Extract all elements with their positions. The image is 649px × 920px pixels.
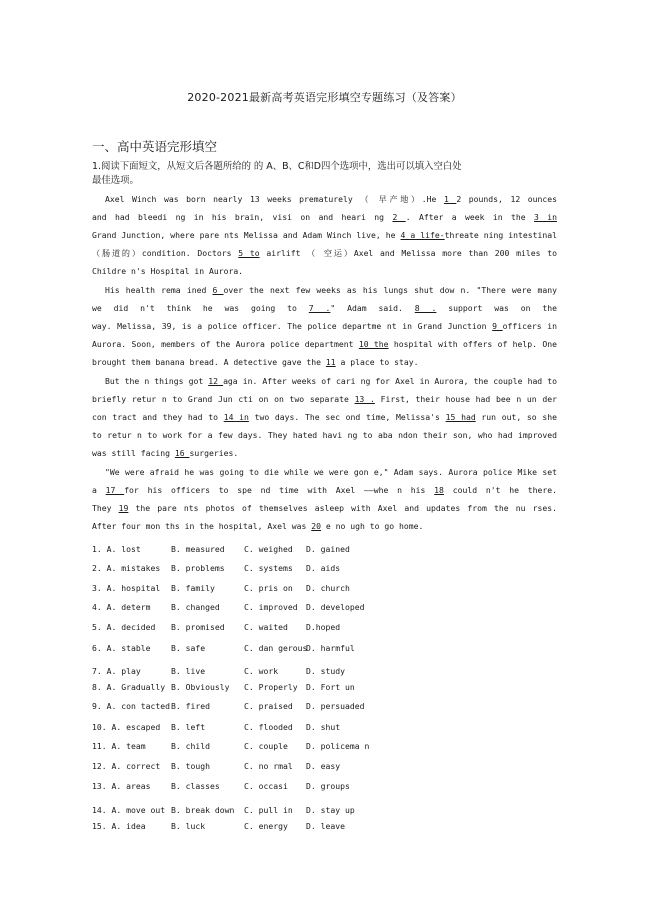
option-choice: 10. A. escaped — [92, 722, 161, 732]
passage-text: Axel Winch was born nearly 13 weeks prematurely （ 早产地）.He — [105, 194, 444, 204]
passage-text: way. Melissa, 39, is a police officer. The police departme nt in Grand Junction — [92, 321, 493, 331]
passage-line — [92, 321, 557, 332]
blank-marker: 19 — [118, 503, 129, 513]
option-choice: C. no rmal — [244, 761, 293, 771]
blank-marker: 9 — [492, 321, 503, 331]
passage-text: con tract and they had to — [92, 412, 224, 422]
option-choice: B. measured — [171, 544, 225, 554]
passage-text: for his officers to spe nd time with Axel ——whe n his — [124, 485, 435, 495]
passage-text: （肠道的）condition. Doctors — [92, 248, 239, 258]
passage-text: But the n things got — [105, 376, 209, 386]
option-choice: C. improved — [244, 602, 298, 612]
instruction-line-2: 最佳选项。 — [92, 175, 139, 186]
passage-line — [92, 230, 557, 241]
option-choice: 8. A. Gradually — [92, 682, 166, 692]
passage-text: surgeries. — [189, 448, 239, 458]
passage-line — [92, 448, 557, 459]
option-choice: D. gained — [306, 544, 350, 554]
option-choice: D. policema n — [306, 741, 370, 751]
option-choice: 2. A. mistakes — [92, 563, 161, 573]
passage-text: They — [92, 503, 119, 513]
passage-line — [92, 303, 557, 314]
option-choice: 4. A. determ — [92, 602, 151, 612]
passage-text: 2 pounds, 12 ounces — [456, 194, 557, 204]
passage-text: was still facing — [92, 448, 175, 458]
passage-line — [92, 212, 557, 223]
passage-text: Aurora. Soon, members of the Aurora police department — [92, 339, 359, 349]
passage-text: threate ning intestinal — [444, 230, 557, 240]
option-choice: B. break down — [171, 805, 235, 815]
blank-marker: 16 — [174, 448, 190, 458]
option-choice: B. family — [171, 583, 215, 593]
option-choice: D. harmful — [306, 643, 355, 653]
passage-line — [92, 485, 557, 496]
passage-line — [92, 430, 557, 441]
option-choice: 12. A. correct — [92, 761, 161, 771]
passage-line — [105, 194, 557, 205]
option-choice: 11. A. team — [92, 741, 146, 751]
passage-text: a — [92, 485, 106, 495]
passage-text: the pare nts photos of themselves asleep with Axel and updates from the nu rses. — [128, 503, 557, 513]
option-choice: B. child — [171, 741, 210, 751]
passage-line — [92, 357, 557, 368]
passage-text: support was on the — [436, 303, 557, 313]
passage-text: over the next few weeks as his lungs shut dow n. "There were many — [223, 285, 557, 295]
passage-text: officers in — [502, 321, 557, 331]
passage-text: Grand Junction, where pare nts Melissa and Adam Winch live, he — [92, 230, 401, 240]
option-choice: B. promised — [171, 622, 225, 632]
option-choice: 9. A. con tacted — [92, 701, 170, 711]
option-choice: C. praised — [244, 701, 293, 711]
blank-marker: 12 — [208, 376, 224, 386]
passage-text: brought them banana bread. A detective gave the — [92, 357, 326, 367]
option-choice: B. fired — [171, 701, 210, 711]
option-choice: D. groups — [306, 781, 350, 791]
blank-marker: 4 a life- — [400, 230, 445, 240]
passage-text: airlift （ 空运）Axel and Melissa more than 200 miles to — [259, 248, 557, 258]
option-choice: C. waited — [244, 622, 288, 632]
option-choice: C. Properly — [244, 682, 298, 692]
option-choice: B. tough — [171, 761, 210, 771]
option-choice: B. changed — [171, 602, 220, 612]
passage-text: First, their house had bee n un der — [374, 394, 557, 404]
option-choice: C. occasi — [244, 781, 288, 791]
option-choice: 6. A. stable — [92, 643, 151, 653]
blank-marker: 1 — [443, 194, 457, 204]
passage-text: Childre n's Hospital in Aurora. — [92, 266, 244, 276]
passage-text: two days. The sec ond time, Melissa's — [248, 412, 446, 422]
passage-text: e no ugh to go home. — [321, 521, 424, 531]
option-choice: 1. A. lost — [92, 544, 141, 554]
blank-marker: 15 had — [445, 412, 476, 422]
option-choice: D. persuaded — [306, 701, 365, 711]
passage-line — [92, 248, 557, 259]
option-choice: D. study — [306, 666, 345, 676]
option-choice: 7. A. play — [92, 666, 141, 676]
blank-marker: 17 — [105, 485, 125, 495]
page-title: 2020-2021最新高考英语完形填空专题练习（及答案） — [187, 91, 462, 104]
blank-marker: 8 . — [414, 303, 437, 313]
option-choice: B. classes — [171, 781, 220, 791]
passage-text: run out, so she — [481, 412, 557, 422]
option-choice: C. work — [244, 666, 279, 676]
option-choice: C. pris on — [244, 583, 293, 593]
option-choice: 15. A. idea — [92, 821, 146, 831]
passage-text: a place to stay. — [335, 357, 419, 367]
option-choice: B. problems — [171, 563, 225, 573]
option-choice: D. developed — [306, 602, 365, 612]
passage-text: we did n't think he was going to — [92, 303, 309, 313]
option-choice: D. shut — [306, 722, 341, 732]
option-choice: 13. A. areas — [92, 781, 151, 791]
passage-text: His health rema ined — [105, 285, 213, 295]
passage-text: " Adam said. — [330, 303, 415, 313]
option-choice: B. luck — [171, 821, 206, 831]
passage-text: aga in. After weeks of cari ng for Axel in Aurora, the couple had to — [223, 376, 557, 386]
blank-marker: 3 in — [534, 212, 557, 222]
option-choice: D. church — [306, 583, 350, 593]
option-choice: B. Obviously — [171, 682, 230, 692]
option-choice: C. weighed — [244, 544, 293, 554]
passage-line — [92, 339, 557, 350]
option-choice: B. safe — [171, 643, 206, 653]
section-heading: 一、高中英语完形填空 — [92, 139, 218, 154]
option-choice: B. left — [171, 722, 206, 732]
passage-text: to retur n to work for a few days. They hated havi ng to aba ndon their son, who had improved — [92, 430, 557, 440]
option-choice: 5. A. decided — [92, 622, 156, 632]
blank-marker: 6 — [212, 285, 224, 295]
passage-line — [105, 285, 557, 296]
blank-marker: 7 . — [308, 303, 331, 313]
passage-line — [92, 521, 557, 532]
option-choice: C. energy — [244, 821, 288, 831]
option-choice: C. couple — [244, 741, 288, 751]
option-choice: D. Fort un — [306, 682, 355, 692]
option-choice: D. leave — [306, 821, 345, 831]
passage-text: After four mon ths in the hospital, Axel was — [92, 521, 312, 531]
option-choice: B. live — [171, 666, 206, 676]
blank-marker: 10 the — [358, 339, 389, 349]
blank-marker: 11 — [325, 357, 336, 367]
option-choice: C. flooded — [244, 722, 293, 732]
passage-text: hospital with offers of help. One — [388, 339, 557, 349]
blank-marker: 13 . — [354, 394, 375, 404]
passage-line — [105, 376, 557, 387]
blank-marker: 18 — [434, 485, 444, 495]
option-choice: 14. A. move out — [92, 805, 166, 815]
passage-text: could n't he there. — [443, 485, 557, 495]
option-choice: D. stay up — [306, 805, 355, 815]
passage-text: . After a week in the — [405, 212, 534, 222]
blank-marker: 2 — [392, 212, 406, 222]
passage-line — [92, 266, 557, 277]
option-choice: D.hoped — [306, 622, 341, 632]
option-choice: C. pull in — [244, 805, 293, 815]
passage-line — [92, 394, 557, 405]
option-choice: D. aids — [306, 563, 341, 573]
option-choice: 3. A. hospital — [92, 583, 161, 593]
passage-line — [105, 467, 557, 478]
passage-text: and had bleedi ng in his brain, visi on and heari ng — [92, 212, 393, 222]
blank-marker: 14 in — [223, 412, 249, 422]
option-choice: D. easy — [306, 761, 341, 771]
passage-text: briefly retur n to Grand Jun cti on on two separate — [92, 394, 355, 404]
instruction-line-1: 1.阅读下面短文，从短文后各题所给的 的 A、B、C和D四个选项中，选出可以填入空白处 — [92, 161, 462, 172]
blank-marker: 20 — [311, 521, 322, 531]
passage-line — [92, 412, 557, 423]
passage-line — [92, 503, 557, 514]
passage-text: "We were afraid he was going to die while we were gon e," Adam says. Aurora police Mike set — [105, 467, 557, 477]
option-choice: C. systems — [244, 563, 293, 573]
blank-marker: 5 to — [238, 248, 260, 258]
option-choice: C. dan gerous — [244, 643, 308, 653]
